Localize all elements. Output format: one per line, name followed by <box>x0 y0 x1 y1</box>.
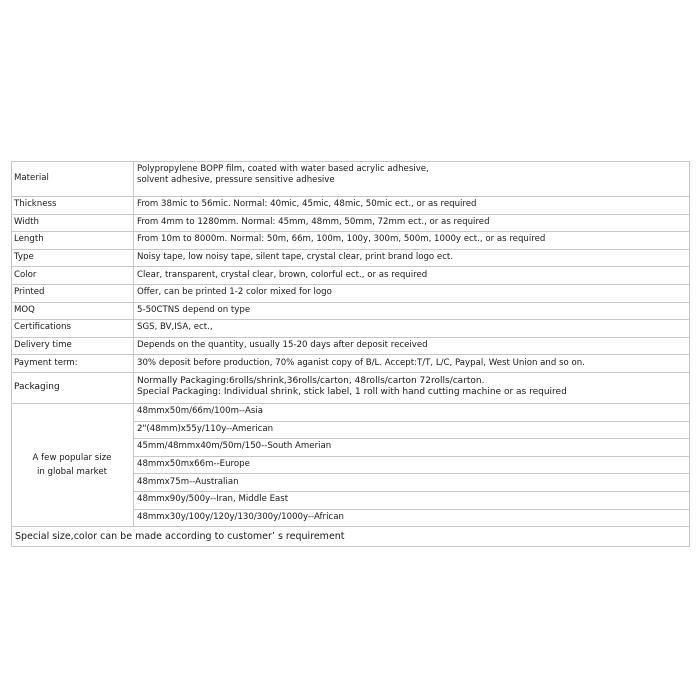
spec-label: Delivery time <box>12 337 134 355</box>
size-item: 2"(48mm)x55y/110y--American <box>134 421 690 439</box>
size-item: 48mmx50mx66m--Europe <box>134 456 690 474</box>
popular-sizes-label <box>12 403 134 526</box>
material-line-1: Polypropylene BOPP film, coated with water based acrylic adhesive, <box>137 164 429 174</box>
spec-label: Printed <box>12 284 134 302</box>
spec-row-color <box>12 267 690 285</box>
material-line-2: solvent adhesive, pressure sensitive adhesive <box>137 175 335 185</box>
size-row <box>12 403 690 421</box>
spec-value: Depends on the quantity, usually 15-20 days after deposit received <box>134 337 690 355</box>
spec-row-length <box>12 232 690 250</box>
spec-row-printed <box>12 284 690 302</box>
footer-note: Special size,color can be made according to customer’ s requirement <box>12 527 690 547</box>
spec-value: From 10m to 8000m. Normal: 50m, 66m, 100m, 100y, 300m, 500m, 1000y ect., or as required <box>134 232 690 250</box>
packaging-line-2: Special Packaging: Individual shrink, stick label, 1 roll with hand cutting machine or as required <box>137 387 567 398</box>
spec-value: Noisy tape, low noisy tape, silent tape, crystal clear, print brand logo ect. <box>134 249 690 267</box>
spec-row-material <box>12 162 690 197</box>
spec-value <box>134 372 690 403</box>
spec-label: Payment term: <box>12 355 134 373</box>
spec-row-payment <box>12 355 690 373</box>
spec-label: Width <box>12 214 134 232</box>
spec-row-moq <box>12 302 690 320</box>
spec-row-thickness <box>12 197 690 215</box>
size-item: 48mmx30y/100y/120y/130/300y/1000y--African <box>134 509 690 527</box>
size-item: 48mmx75m--Australian <box>134 474 690 492</box>
spec-label: Type <box>12 249 134 267</box>
spec-value: Clear, transparent, crystal clear, brown, colorful ect., or as required <box>134 267 690 285</box>
spec-value: From 4mm to 1280mm. Normal: 45mm, 48mm, 50mm, 72mm ect., or as required <box>134 214 690 232</box>
spec-row-width <box>12 214 690 232</box>
spec-value <box>134 162 690 197</box>
spec-value: 5-50CTNS depend on type <box>134 302 690 320</box>
footer-row <box>12 527 690 547</box>
spec-row-delivery <box>12 337 690 355</box>
size-item: 48mmx50m/66m/100m--Asia <box>134 403 690 421</box>
product-spec-table <box>11 161 690 547</box>
spec-label: Length <box>12 232 134 250</box>
spec-label: Thickness <box>12 197 134 215</box>
spec-label: Color <box>12 267 134 285</box>
spec-value: SGS, BV,ISA, ect., <box>134 320 690 338</box>
spec-value: Offer, can be printed 1-2 color mixed for logo <box>134 284 690 302</box>
spec-label: MOQ <box>12 302 134 320</box>
spec-row-type <box>12 249 690 267</box>
spec-label: Certifications <box>12 320 134 338</box>
spec-value: 30% deposit before production, 70% aganist copy of B/L. Accept:T/T, L/C, Paypal, West Union and so on. <box>134 355 690 373</box>
size-item: 45mm/48mmx40m/50m/150--South Amerian <box>134 439 690 457</box>
spec-row-packaging <box>12 372 690 403</box>
size-item: 48mmx90y/500y--Iran, Middle East <box>134 491 690 509</box>
packaging-line-1: Normally Packaging:6rolls/shrink,36rolls/carton, 48rolls/carton 72rolls/carton. <box>137 376 485 387</box>
popular-sizes-label-line-1: A few popular size <box>32 452 112 463</box>
spec-label: Material <box>12 162 134 197</box>
spec-row-certifications <box>12 320 690 338</box>
popular-sizes-label-line-2: in global market <box>36 466 107 477</box>
spec-label: Packaging <box>12 372 134 403</box>
spec-value: From 38mic to 56mic. Normal: 40mic, 45mic, 48mic, 50mic ect., or as required <box>134 197 690 215</box>
